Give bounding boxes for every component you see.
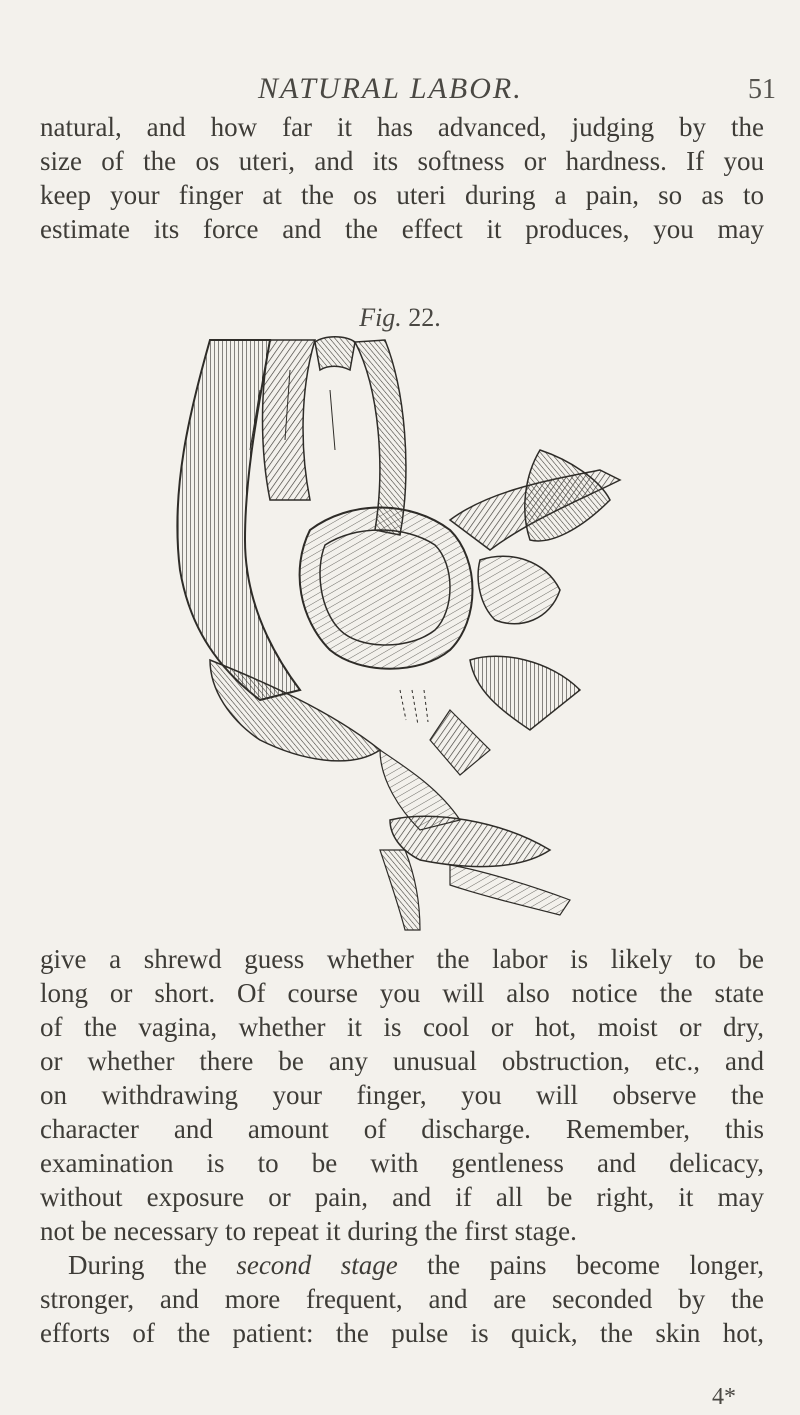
second-stage-emphasis: second stage bbox=[236, 1250, 398, 1280]
text-line: or whether there be any unusual obstruction, etc., and bbox=[40, 1046, 764, 1076]
anatomical-engraving bbox=[150, 330, 670, 935]
second-stage-suffix: the pains become longer, bbox=[397, 1250, 765, 1280]
text-line: estimate its force and the effect it produces, you may bbox=[40, 214, 764, 244]
text-line: without exposure or pain, and if all be right, it may bbox=[40, 1182, 764, 1212]
text-line: examination is to be with gentleness and delicacy, bbox=[40, 1148, 764, 1178]
text-line: stronger, and more frequent, and are seconded by the bbox=[40, 1284, 764, 1314]
text-line: keep your finger at the os uteri during a pain, so as to bbox=[40, 180, 764, 210]
paragraph-bottom bbox=[40, 942, 764, 1350]
text-line: natural, and how far it has advanced, judging by the bbox=[40, 112, 764, 142]
text-line: of the vagina, whether it is cool or hot, moist or dry, bbox=[40, 1012, 764, 1042]
running-head bbox=[0, 70, 800, 110]
running-title: NATURAL LABOR. bbox=[258, 72, 523, 105]
page-number: 51 bbox=[748, 74, 776, 105]
text-line-second-stage bbox=[40, 1248, 764, 1282]
figure-label-number: 22. bbox=[408, 303, 441, 332]
signature-mark: 4* bbox=[712, 1384, 736, 1410]
figure-label-word: Fig. bbox=[359, 303, 402, 332]
text-line: long or short. Of course you will also notice the state bbox=[40, 978, 764, 1008]
text-line: on withdrawing your finger, you will observe the bbox=[40, 1080, 764, 1110]
text-line: character and amount of discharge. Remember, this bbox=[40, 1114, 764, 1144]
text-line: efforts of the patient: the pulse is quick, the skin hot, bbox=[40, 1318, 764, 1348]
text-line: give a shrewd guess whether the labor is likely to be bbox=[40, 944, 764, 974]
second-stage-prefix: During the bbox=[68, 1250, 237, 1280]
paragraph-top bbox=[40, 110, 764, 246]
text-line: not be necessary to repeat it during the first stage. bbox=[40, 1216, 577, 1246]
text-line: size of the os uteri, and its softness or hardness. If you bbox=[40, 146, 764, 176]
figure-label bbox=[0, 303, 800, 333]
